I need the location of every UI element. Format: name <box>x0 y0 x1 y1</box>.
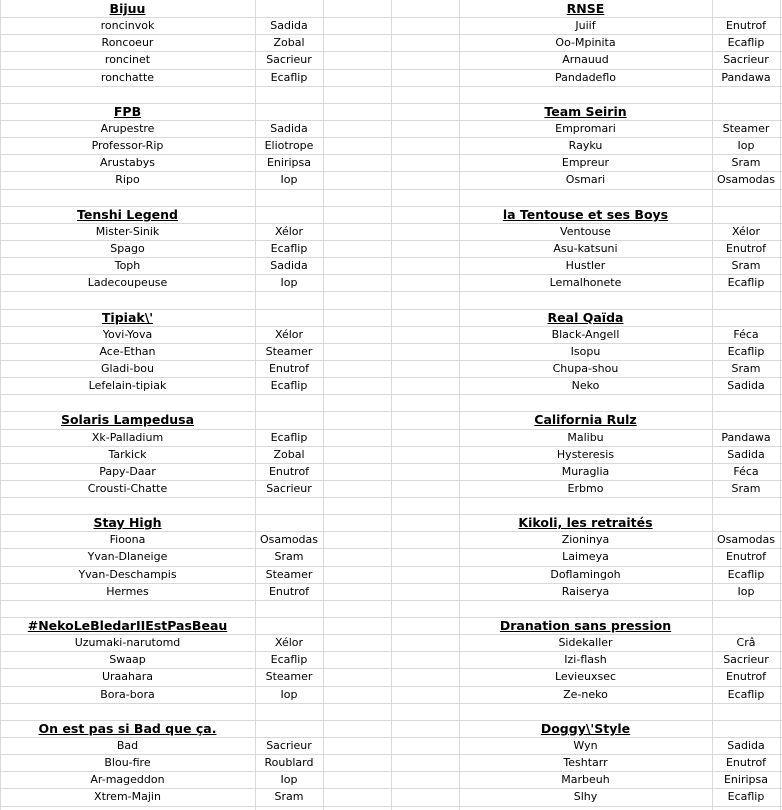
player-name-cell[interactable]: Rayku <box>568 139 603 152</box>
row-gridline <box>0 189 782 190</box>
player-class-cell[interactable]: Iop <box>280 773 298 786</box>
player-name-cell[interactable]: Pandadeflo <box>555 71 616 84</box>
player-name-cell[interactable]: Doflamingoh <box>550 568 621 581</box>
player-name-cell[interactable]: Marbeuh <box>561 773 610 786</box>
player-class-cell[interactable]: Osamodas <box>716 173 776 186</box>
player-name-cell[interactable]: Blou-fire <box>104 756 151 769</box>
player-name-cell[interactable]: Ripo <box>115 173 140 186</box>
player-class-cell[interactable]: Eniripsa <box>266 156 311 169</box>
player-class-cell[interactable]: Sadida <box>270 122 308 135</box>
team-title-cell[interactable]: Dranation sans pression <box>499 618 672 633</box>
player-class-cell[interactable]: Iop <box>280 276 298 289</box>
player-class-cell[interactable]: Roublard <box>264 756 314 769</box>
player-name-cell[interactable]: Hysteresis <box>556 448 615 461</box>
player-name-cell[interactable]: Muraglia <box>561 465 610 478</box>
player-class-cell[interactable]: Steamer <box>265 670 313 683</box>
row-gridline <box>0 394 782 395</box>
column-gridline <box>323 0 324 810</box>
player-class-cell[interactable]: Xélor <box>274 225 304 238</box>
team-title-cell[interactable]: la Tentouse et ses Boys <box>502 207 669 222</box>
team-title-cell[interactable]: Doggy\'Style <box>540 721 631 736</box>
team-title-cell[interactable]: Tipiak\' <box>101 310 154 325</box>
player-class-cell[interactable]: Enutrof <box>725 19 767 32</box>
player-class-cell[interactable]: Pandawa <box>721 71 771 84</box>
player-class-cell[interactable]: Féca <box>733 328 759 341</box>
player-class-cell[interactable]: Sram <box>731 259 761 272</box>
player-name-cell[interactable]: Uraahara <box>101 670 154 683</box>
player-name-cell[interactable]: Yovi-Yova <box>102 328 153 341</box>
player-name-cell[interactable]: Fioona <box>109 533 146 546</box>
player-class-cell[interactable]: Sacrieur <box>723 653 769 666</box>
player-name-cell[interactable]: Ar-mageddon <box>90 773 165 786</box>
player-name-cell[interactable]: Xk-Palladium <box>91 431 164 444</box>
player-class-cell[interactable]: Ecaflip <box>727 568 765 581</box>
player-class-cell[interactable]: Iop <box>280 173 298 186</box>
player-class-cell[interactable]: Sacrieur <box>266 739 312 752</box>
player-class-cell[interactable]: Crâ <box>736 636 756 649</box>
player-name-cell[interactable]: Ladecoupeuse <box>87 276 168 289</box>
team-title-cell[interactable]: On est pas si Bad que ça. <box>38 721 217 736</box>
player-name-cell[interactable]: Hustler <box>565 259 606 272</box>
player-class-cell[interactable]: Ecaflip <box>270 653 308 666</box>
row-gridline <box>0 600 782 601</box>
player-name-cell[interactable]: Slhy <box>573 790 598 803</box>
column-gridline <box>391 0 392 810</box>
player-class-cell[interactable]: Ecaflip <box>270 71 308 84</box>
player-name-cell[interactable]: Wyn <box>573 739 598 752</box>
player-class-cell[interactable]: Xélor <box>731 225 761 238</box>
player-name-cell[interactable]: Arupestre <box>100 122 155 135</box>
player-class-cell[interactable]: Eliotrope <box>264 139 314 152</box>
player-name-cell[interactable]: ronchatte <box>100 71 155 84</box>
player-name-cell[interactable]: Black-Angell <box>551 328 620 341</box>
player-name-cell[interactable]: Ace-Ethan <box>99 345 156 358</box>
player-name-cell[interactable]: Gladi-bou <box>100 362 154 375</box>
player-name-cell[interactable]: Erbmo <box>567 482 604 495</box>
team-title-cell[interactable]: Team Seirin <box>544 104 627 119</box>
player-class-cell[interactable]: Ecaflip <box>270 379 308 392</box>
player-name-cell[interactable]: Arnauud <box>562 53 609 66</box>
player-class-cell[interactable]: Sadida <box>727 739 765 752</box>
player-class-cell[interactable]: Sram <box>731 482 761 495</box>
player-class-cell[interactable]: Ecaflip <box>270 242 308 255</box>
player-class-cell[interactable]: Sram <box>274 550 304 563</box>
player-class-cell[interactable]: Enutrof <box>725 242 767 255</box>
player-name-cell[interactable]: Teshtarr <box>563 756 608 769</box>
row-gridline <box>0 291 782 292</box>
player-class-cell[interactable]: Ecaflip <box>727 36 765 49</box>
player-class-cell[interactable]: Steamer <box>265 345 313 358</box>
team-title-cell[interactable]: Stay High <box>93 515 162 530</box>
player-class-cell[interactable]: Sacrieur <box>266 53 312 66</box>
player-name-cell[interactable]: Tarkick <box>108 448 147 461</box>
player-name-cell[interactable]: Yvan-Dlaneige <box>87 550 168 563</box>
player-class-cell[interactable]: Sadida <box>727 448 765 461</box>
player-name-cell[interactable]: Roncoeur <box>101 36 154 49</box>
team-title-cell[interactable]: FPB <box>113 104 142 119</box>
player-class-cell[interactable]: Ecaflip <box>727 688 765 701</box>
player-name-cell[interactable]: Ventouse <box>560 225 611 238</box>
player-name-cell[interactable]: Xtrem-Majin <box>94 790 161 803</box>
player-name-cell[interactable]: Asu-katsuni <box>553 242 618 255</box>
player-class-cell[interactable]: Iop <box>737 585 755 598</box>
player-name-cell[interactable]: Osmari <box>565 173 606 186</box>
column-gridline <box>780 0 781 810</box>
player-class-cell[interactable]: Xélor <box>274 328 304 341</box>
player-name-cell[interactable]: Zioninya <box>561 533 610 546</box>
row-gridline <box>0 703 782 704</box>
player-name-cell[interactable]: Lefelain-tipiak <box>88 379 167 392</box>
player-class-cell[interactable]: Zobal <box>273 36 305 49</box>
player-class-cell[interactable]: Enutrof <box>725 756 767 769</box>
player-name-cell[interactable]: Juiif <box>575 19 596 32</box>
team-title-cell[interactable]: Solaris Lampedusa <box>60 412 195 427</box>
player-class-cell[interactable]: Sram <box>274 790 304 803</box>
player-name-cell[interactable]: roncinvok <box>100 19 155 32</box>
player-class-cell[interactable]: Iop <box>280 688 298 701</box>
team-title-cell[interactable]: RNSE <box>566 1 605 16</box>
team-title-cell[interactable]: Real Qaïda <box>547 310 624 325</box>
player-class-cell[interactable]: Ecaflip <box>727 345 765 358</box>
player-name-cell[interactable]: Isopu <box>570 345 601 358</box>
player-name-cell[interactable]: Swaap <box>109 653 146 666</box>
player-name-cell[interactable]: Professor-Rip <box>91 139 164 152</box>
player-class-cell[interactable]: Osamodas <box>716 533 776 546</box>
player-name-cell[interactable]: Bad <box>116 739 139 752</box>
player-name-cell[interactable]: Chupa-shou <box>552 362 619 375</box>
player-name-cell[interactable]: Sidekaller <box>558 636 613 649</box>
player-name-cell[interactable]: Ze-neko <box>563 688 608 701</box>
team-title-cell[interactable]: Kikoli, les retraités <box>518 515 653 530</box>
player-class-cell[interactable]: Ecaflip <box>270 431 308 444</box>
player-name-cell[interactable]: Hermes <box>106 585 149 598</box>
player-class-cell[interactable]: Sadida <box>727 379 765 392</box>
player-name-cell[interactable]: roncinet <box>104 53 151 66</box>
player-name-cell[interactable]: Mister-Sinik <box>95 225 160 238</box>
player-name-cell[interactable]: Neko <box>571 379 600 392</box>
team-title-cell[interactable]: #NekoLeBledarIIEstPasBeau <box>27 618 228 633</box>
player-class-cell[interactable]: Zobal <box>273 448 305 461</box>
player-name-cell[interactable]: Toph <box>114 259 141 272</box>
player-class-cell[interactable]: Enutrof <box>268 362 310 375</box>
team-title-cell[interactable]: Bijuu <box>109 1 146 16</box>
team-title-cell[interactable]: Tenshi Legend <box>77 207 178 222</box>
player-class-cell[interactable]: Enutrof <box>268 465 310 478</box>
player-class-cell[interactable]: Eniripsa <box>723 773 768 786</box>
player-class-cell[interactable]: Xélor <box>274 636 304 649</box>
player-class-cell[interactable]: Sadida <box>270 259 308 272</box>
player-class-cell[interactable]: Osamodas <box>259 533 319 546</box>
player-class-cell[interactable]: Enutrof <box>725 670 767 683</box>
player-name-cell[interactable]: Empreur <box>561 156 610 169</box>
player-class-cell[interactable]: Sacrieur <box>723 53 769 66</box>
player-class-cell[interactable]: Pandawa <box>721 431 771 444</box>
player-class-cell[interactable]: Sadida <box>270 19 308 32</box>
player-class-cell[interactable]: Féca <box>733 465 759 478</box>
player-class-cell[interactable]: Iop <box>737 139 755 152</box>
team-title-cell[interactable]: California Rulz <box>534 412 637 427</box>
player-class-cell[interactable]: Enutrof <box>268 585 310 598</box>
player-name-cell[interactable]: Papy-Daar <box>99 465 156 478</box>
player-name-cell[interactable]: Empromari <box>555 122 616 135</box>
player-name-cell[interactable]: Arustabys <box>99 156 156 169</box>
player-class-cell[interactable]: Sram <box>731 362 761 375</box>
player-class-cell[interactable]: Enutrof <box>725 550 767 563</box>
player-name-cell[interactable]: Crousti-Chatte <box>87 482 168 495</box>
player-name-cell[interactable]: Malibu <box>567 431 604 444</box>
player-name-cell[interactable]: Uzumaki-narutomd <box>74 636 181 649</box>
player-name-cell[interactable]: Spago <box>110 242 145 255</box>
row-gridline <box>0 497 782 498</box>
row-gridline <box>0 806 782 807</box>
player-name-cell[interactable]: Laimeya <box>562 550 609 563</box>
player-class-cell[interactable]: Ecaflip <box>727 790 765 803</box>
player-name-cell[interactable]: Bora-bora <box>100 688 155 701</box>
player-name-cell[interactable]: Raiserya <box>561 585 610 598</box>
player-name-cell[interactable]: Yvan-Deschampis <box>78 568 177 581</box>
player-class-cell[interactable]: Steamer <box>265 568 313 581</box>
row-gridline <box>0 86 782 87</box>
player-name-cell[interactable]: Levieuxsec <box>554 670 617 683</box>
player-class-cell[interactable]: Steamer <box>722 122 770 135</box>
player-name-cell[interactable]: Lemalhonete <box>549 276 622 289</box>
player-name-cell[interactable]: Izi-flash <box>564 653 607 666</box>
player-class-cell[interactable]: Sacrieur <box>266 482 312 495</box>
player-name-cell[interactable]: Oo-Mpinita <box>555 36 616 49</box>
player-class-cell[interactable]: Ecaflip <box>727 276 765 289</box>
player-class-cell[interactable]: Sram <box>731 156 761 169</box>
